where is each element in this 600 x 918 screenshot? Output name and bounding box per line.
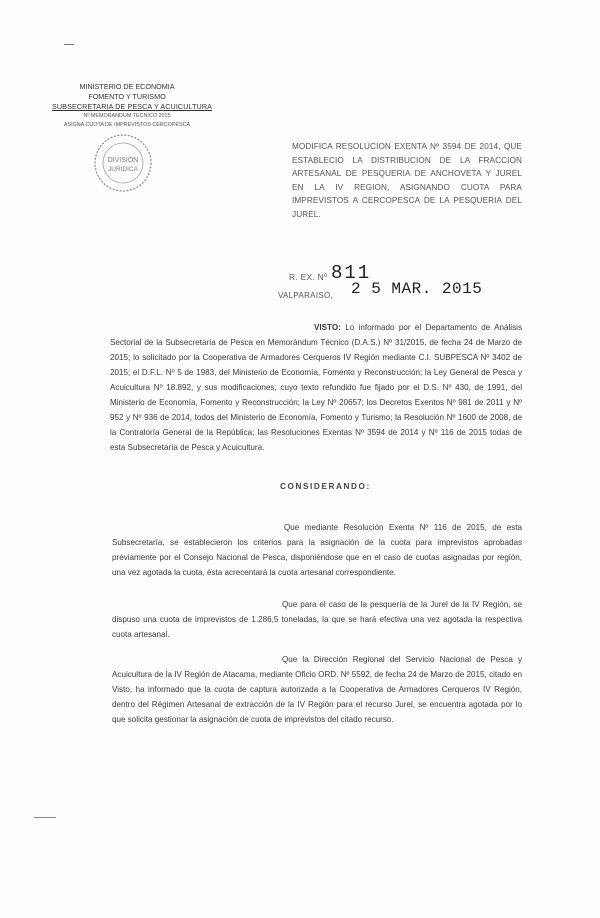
- scan-mark: [64, 44, 74, 45]
- reference-line-2: ASIGNA CUOTA DE IMPREVISTOS CERCOPESCA: [63, 122, 191, 128]
- undersecretariat-name: SUBSECRETARIA DE PESCA Y ACUICULTURA: [52, 102, 213, 111]
- considerando-paragraph-3: Que la Dirección Regional del Servicio Nacional de Pesca y Acuicultura de la IV Región de Atacama, mediante Oficio ORD. Nº 5592, de fecha 24 de Marzo de 2015, citado en Visto, ha informado que la cuota de captura autorizada a la Cooperativa de Armadores Cerqueros IV Región, dentro del Régimen Artesanal de extracción de la IV Región para el recurso Jurel, se encuentra agotada por lo que solicita gestionar la asignación de cuota de imprevistos del citado recurso.: [112, 655, 522, 724]
- considerando-paragraph-1: Que mediante Resolución Exenta Nº 116 de 2015, de esta Subsecretaría, se establecieron los criterios para la asignación de la cuota para imprevistos aprobadas previamente por el Consejo Nacional de Pesca, disponiéndose que en el caso de cuotas asignadas por región, una vez agotada la cuota, ésta acrecentará la cuota artesanal correspondiente.: [112, 523, 522, 577]
- resolution-date: 2 5 MAR. 2015: [351, 280, 483, 298]
- resolution-city: VALPARAISO,: [278, 291, 334, 300]
- division-stamp: [92, 132, 154, 194]
- reference-line-1: Nº MEMORANDUM TECNICO 2015: [83, 113, 171, 119]
- letterhead: [52, 82, 213, 130]
- visto-paragraph: [110, 320, 522, 455]
- resolution-subject: MODIFICA RESOLUCION EXENTA Nº 3594 DE 2014, QUE ESTABLECIO LA DISTRIBUCION DE LA FRACCION ARTESANAL DE PESQUERIA DE ANCHOVETA Y JUREL EN LA IV REGION, ASIGNANDO CUOTA PARA IMPREVISTOS A CERCOPESCA DE LA PESQUERIA DEL JUREL.: [292, 142, 522, 219]
- svg-text:DIVISION: DIVISION: [107, 157, 139, 164]
- svg-text:JURIDICA: JURIDICA: [108, 166, 138, 173]
- ministry-name: MINISTERIO DE ECONOMIA: [79, 82, 175, 91]
- visto-lead: VISTO:: [314, 323, 341, 332]
- resolution-number: 811: [331, 262, 372, 284]
- considerando-heading: CONSIDERANDO:: [280, 482, 371, 491]
- ministry-subtitle: FOMENTO Y TURISMO: [88, 92, 166, 101]
- visto-text: Lo informado por el Departamento de Análisis Sectorial de la Subsecretaría de Pesca en Memorándum Técnico (D.A.S.) Nº 31/2015, de fecha 24 de Marzo de 2015; lo solicitado por la Cooperativa de Armadores Cerqueros IV Región mediante C.I. SUBPESCA Nº 3402 de 2015; el D.F.L. Nº 5 de 1983, del Ministerio de Economía, Fomento y Reconstrucción; la Ley General de Pesca y Acuicultura Nº 18.892, y sus modificaciones, cuyo texto refundido fue fijado por el D.S. Nº 430, de 1991, del Ministerio de Economía, Fomento y Reconstrucción; la Ley Nº 20657; los Decretos Exentos Nº 981 de 2011 y Nº 952 y Nº 936 de 2014, todos del Ministerio de Economía, Fomento y Turismo; la Resolución Nº 1600 de 2008, de la Contraloría General de la República; las Resoluciones Exentas Nº 3594 de 2014 y Nº 116 de 2015 todas de esta Subsecretaría de Pesca y Acuicultura.: [110, 323, 522, 452]
- footer-mark: [34, 817, 56, 818]
- considerando-paragraph-2: Que para el caso de la pesquería de la Jurel de la IV Región, se dispuso una cuota de imprevistos de 1.286,5 toneladas, la que se hará efectiva una vez agotada la respectiva cuota artesanal.: [112, 600, 522, 639]
- resolution-label: R. EX. Nº: [289, 272, 328, 282]
